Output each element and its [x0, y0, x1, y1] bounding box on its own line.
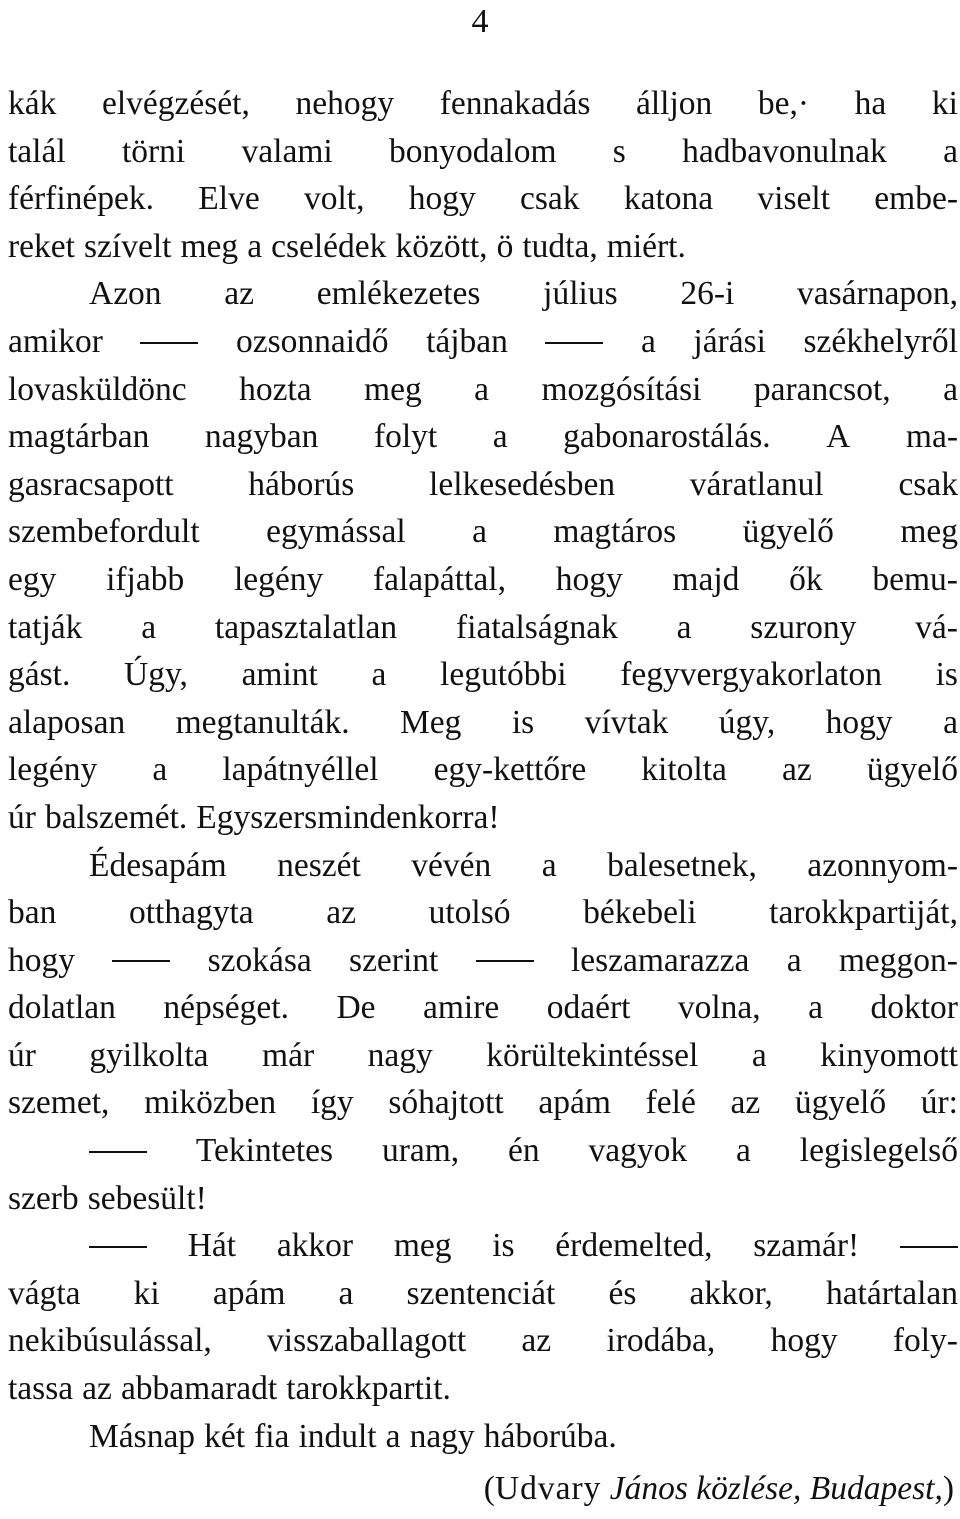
- word: tassa: [8, 1370, 74, 1408]
- word: legény: [233, 560, 324, 598]
- text-line: [8, 1222, 958, 1270]
- word: az: [326, 894, 356, 932]
- word: Tekintetes: [195, 1132, 334, 1170]
- word: magtáros: [553, 513, 677, 551]
- word: úr: [8, 1036, 36, 1074]
- word: doktor: [870, 989, 958, 1027]
- word: fia: [254, 1417, 290, 1455]
- text-line: [8, 318, 958, 366]
- em-dash: [476, 960, 534, 962]
- word: vá-: [915, 608, 958, 646]
- word: békebeli: [583, 894, 697, 932]
- text-line: [8, 699, 958, 747]
- word: akkor,: [689, 1274, 773, 1312]
- word: az: [730, 1084, 761, 1122]
- word: neszét: [277, 846, 361, 884]
- word: apám: [212, 1274, 286, 1312]
- word: odaért: [546, 989, 631, 1027]
- word: abbamaradt: [120, 1370, 278, 1408]
- word: az: [82, 1370, 112, 1408]
- word: úgy,: [718, 703, 776, 741]
- word: cselédek: [271, 227, 387, 265]
- word: meggon-: [838, 941, 958, 979]
- word: embe-: [874, 180, 958, 218]
- word: székhelyről: [803, 322, 958, 360]
- word: a: [474, 370, 490, 408]
- word: vasárnapon,: [797, 275, 958, 313]
- word: hogy: [770, 1322, 838, 1360]
- word: meg: [393, 1227, 452, 1265]
- word: uram,: [381, 1132, 460, 1170]
- text-line: [8, 1032, 958, 1080]
- text-line: [8, 1127, 958, 1175]
- word: tarokkpartiját,: [769, 894, 958, 932]
- word: fiatalságnak: [455, 608, 618, 646]
- word: az: [781, 751, 812, 789]
- word: a: [492, 418, 508, 456]
- word: legislegelső: [799, 1132, 958, 1170]
- attribution-detail: János közlése, Budapest,: [609, 1470, 943, 1507]
- word: a: [786, 941, 802, 979]
- word: majd: [672, 560, 740, 598]
- word: nagy: [409, 1417, 475, 1455]
- word: meg: [364, 370, 422, 408]
- word: a: [943, 703, 958, 741]
- word: váratlanul: [689, 465, 824, 503]
- word: ügyelő: [742, 513, 834, 551]
- body-text: [8, 80, 958, 1460]
- word: megtanulták.: [175, 703, 350, 741]
- word: két: [204, 1417, 246, 1455]
- word: én: [508, 1132, 540, 1170]
- word: szerb: [8, 1179, 79, 1217]
- word: talál: [8, 132, 66, 170]
- text-line: [8, 508, 958, 556]
- word: is: [511, 703, 535, 741]
- word: férfinépek.: [8, 180, 155, 218]
- attribution-open-paren: (: [483, 1470, 495, 1507]
- word: az: [224, 275, 255, 313]
- text-line: [8, 794, 958, 842]
- word: szamár!: [753, 1227, 860, 1265]
- word: amire: [422, 989, 500, 1027]
- word: egy: [8, 560, 57, 598]
- text-line: [8, 223, 958, 271]
- word: a: [808, 989, 824, 1027]
- attribution-close-paren: ): [942, 1470, 954, 1507]
- word: a: [751, 1036, 767, 1074]
- word: hogy: [8, 941, 75, 979]
- word: gyilkolta: [89, 1036, 209, 1074]
- word: már: [262, 1036, 315, 1074]
- word: Úgy,: [124, 656, 188, 694]
- word: a: [385, 1417, 401, 1455]
- word: úr:: [920, 1084, 958, 1122]
- word: és: [608, 1274, 637, 1312]
- text-line: [8, 1365, 958, 1413]
- word: járási: [693, 322, 766, 360]
- word: amikor: [8, 322, 103, 360]
- word: lapátnyéllel: [222, 751, 379, 789]
- word: tapasztalatlan: [214, 608, 398, 646]
- word: fennakadás: [439, 85, 591, 122]
- em-dash: [140, 342, 198, 344]
- word: szívelt: [83, 227, 172, 265]
- attribution-surname: Udvary: [494, 1470, 602, 1507]
- word: tarokkpartit.: [286, 1370, 451, 1408]
- word: vívtak: [584, 703, 669, 741]
- word: szemet,: [8, 1084, 110, 1122]
- word: Édesapám: [89, 846, 227, 884]
- word: szerint: [349, 941, 439, 979]
- word: ki: [133, 1274, 160, 1312]
- word: Azon: [89, 275, 162, 313]
- word: a: [247, 227, 263, 265]
- em-dash: [112, 960, 170, 962]
- word: legény: [8, 751, 98, 789]
- word: viselt: [757, 180, 830, 218]
- word: apám: [538, 1084, 611, 1122]
- word: volt,: [303, 180, 365, 218]
- word: is: [492, 1227, 515, 1265]
- word: ban: [8, 894, 57, 932]
- word: a: [541, 846, 557, 884]
- word: miért.: [606, 227, 686, 265]
- word: volna,: [677, 989, 761, 1027]
- word: irodába,: [606, 1322, 716, 1360]
- word: között,: [395, 227, 488, 265]
- word: utolsó: [428, 894, 511, 932]
- word: ügyelő: [866, 751, 958, 789]
- word: leszamarazza: [570, 941, 750, 979]
- word: tájban: [426, 322, 508, 360]
- word: indult: [298, 1417, 377, 1455]
- word: Egyszersmindenkorra!: [196, 798, 500, 836]
- word: bonyodalom: [389, 132, 557, 170]
- word: Elve: [198, 180, 260, 218]
- text-line: [8, 1270, 958, 1318]
- word: balesetnek,: [607, 846, 757, 884]
- word: tudta,: [522, 227, 598, 265]
- word: be,·: [757, 85, 810, 122]
- word: vévén: [411, 846, 492, 884]
- word: a: [371, 656, 387, 694]
- em-dash: [89, 1246, 147, 1248]
- word: nagy: [367, 1036, 433, 1074]
- word: bemu-: [872, 560, 958, 598]
- word: hogy: [408, 180, 476, 218]
- word: vágta: [8, 1274, 81, 1312]
- word: a: [141, 608, 157, 646]
- word: körültekintéssel: [486, 1036, 699, 1074]
- attribution: [484, 1469, 954, 1509]
- word: hozta: [239, 370, 312, 408]
- word: július: [543, 275, 618, 313]
- word: ö: [496, 227, 514, 265]
- word: katona: [623, 180, 714, 218]
- word: nagyban: [204, 418, 319, 456]
- word: szokása: [207, 941, 312, 979]
- text-line: [8, 937, 958, 985]
- word: egy-kettőre: [433, 751, 587, 789]
- word: a: [472, 513, 487, 551]
- word: egymással: [266, 513, 406, 551]
- word: s: [612, 132, 626, 170]
- word: foly-: [892, 1322, 958, 1360]
- word: parancsot,: [753, 370, 891, 408]
- text-line: [8, 1175, 958, 1223]
- word: elvégzését,: [101, 85, 250, 122]
- word: nehogy: [295, 85, 395, 122]
- text-line: [8, 889, 958, 937]
- text-line: [8, 1317, 958, 1365]
- word: azonnyom-: [807, 846, 958, 884]
- word: akkor: [276, 1227, 354, 1265]
- word: határtalan: [825, 1274, 958, 1312]
- text-line: [8, 270, 958, 318]
- word: 26-i: [680, 275, 735, 313]
- word: így: [310, 1084, 354, 1122]
- word: érdemelted,: [555, 1227, 713, 1265]
- text-line: [8, 128, 958, 176]
- word: csak: [520, 180, 580, 218]
- word: hadbavonulnak: [682, 132, 887, 170]
- word: gást.: [8, 656, 71, 694]
- word: visszaballagott: [267, 1322, 467, 1360]
- word: az: [521, 1322, 552, 1360]
- word: felé: [645, 1084, 696, 1122]
- word: háborúba.: [483, 1417, 617, 1455]
- word: ők: [789, 560, 823, 598]
- word: a: [736, 1132, 751, 1170]
- word: valami: [241, 132, 333, 170]
- word: ki: [931, 85, 958, 122]
- word: a: [943, 370, 958, 408]
- word: ifjabb: [106, 560, 185, 598]
- word: sebesült!: [87, 1179, 207, 1217]
- text-line: [8, 842, 958, 890]
- word: legutóbbi: [440, 656, 567, 694]
- text-line: [8, 1079, 958, 1127]
- word: kák: [8, 85, 57, 122]
- word: Hát: [187, 1227, 237, 1265]
- word: ma-: [905, 418, 958, 456]
- text-line: [8, 746, 958, 794]
- word: úr: [8, 798, 36, 836]
- word: miközben: [144, 1084, 277, 1122]
- text-line: [8, 604, 958, 652]
- word: dolatlan: [8, 989, 116, 1027]
- word: hogy: [825, 703, 893, 741]
- word: csak: [898, 465, 958, 503]
- text-line: [8, 461, 958, 509]
- word: falapáttal,: [372, 560, 506, 598]
- text-line: [8, 366, 958, 414]
- word: amint: [241, 656, 318, 694]
- word: folyt: [373, 418, 438, 456]
- word: tatják: [8, 608, 83, 646]
- word: ha: [854, 85, 887, 122]
- word: kitolta: [641, 751, 727, 789]
- word: sóhajtott: [388, 1084, 504, 1122]
- text-line: [8, 80, 958, 128]
- word: álljon: [635, 85, 713, 122]
- word: otthagyta: [128, 894, 254, 932]
- text-line: [8, 175, 958, 223]
- word: mozgósítási: [541, 370, 702, 408]
- text-line: [8, 984, 958, 1032]
- word: A: [826, 418, 851, 456]
- word: meg: [180, 227, 239, 265]
- word: ozsonnaidő: [235, 322, 389, 360]
- word: szurony: [750, 608, 857, 646]
- word: gasracsapott: [8, 465, 174, 503]
- word: magtárban: [8, 418, 150, 456]
- word: meg: [900, 513, 958, 551]
- em-dash: [900, 1246, 958, 1248]
- word: a: [152, 751, 168, 789]
- word: Meg: [400, 703, 462, 741]
- word: vagyok: [588, 1132, 688, 1170]
- word: balszemét.: [44, 798, 188, 836]
- word: a: [943, 132, 958, 170]
- word: lovasküldönc: [8, 370, 187, 408]
- word: a: [641, 322, 656, 360]
- word: kinyomott: [820, 1036, 958, 1074]
- text-line: [8, 556, 958, 604]
- word: fegyvergyakorlaton: [620, 656, 882, 694]
- word: emlékezetes: [316, 275, 481, 313]
- text-line: [8, 1413, 958, 1461]
- word: hogy: [555, 560, 623, 598]
- word: Másnap: [89, 1417, 196, 1455]
- word: a: [338, 1274, 354, 1312]
- em-dash: [89, 1151, 147, 1153]
- page-number: 4: [471, 3, 489, 40]
- word: szentenciát: [406, 1274, 556, 1312]
- word: törni: [121, 132, 186, 170]
- word: is: [935, 656, 958, 694]
- text-line: [8, 651, 958, 699]
- word: a: [676, 608, 692, 646]
- word: háborús: [248, 465, 355, 503]
- em-dash: [545, 342, 603, 344]
- word: reket: [8, 227, 75, 265]
- word: De: [336, 989, 376, 1027]
- word: alaposan: [8, 703, 126, 741]
- word: népséget.: [163, 989, 289, 1027]
- text-line: [8, 413, 958, 461]
- word: nekibúsulással,: [8, 1322, 212, 1360]
- word: szembefordult: [8, 513, 200, 551]
- word: ügyelő: [794, 1084, 887, 1122]
- word: gabonarostálás.: [563, 418, 771, 456]
- word: lelkesedésben: [429, 465, 616, 503]
